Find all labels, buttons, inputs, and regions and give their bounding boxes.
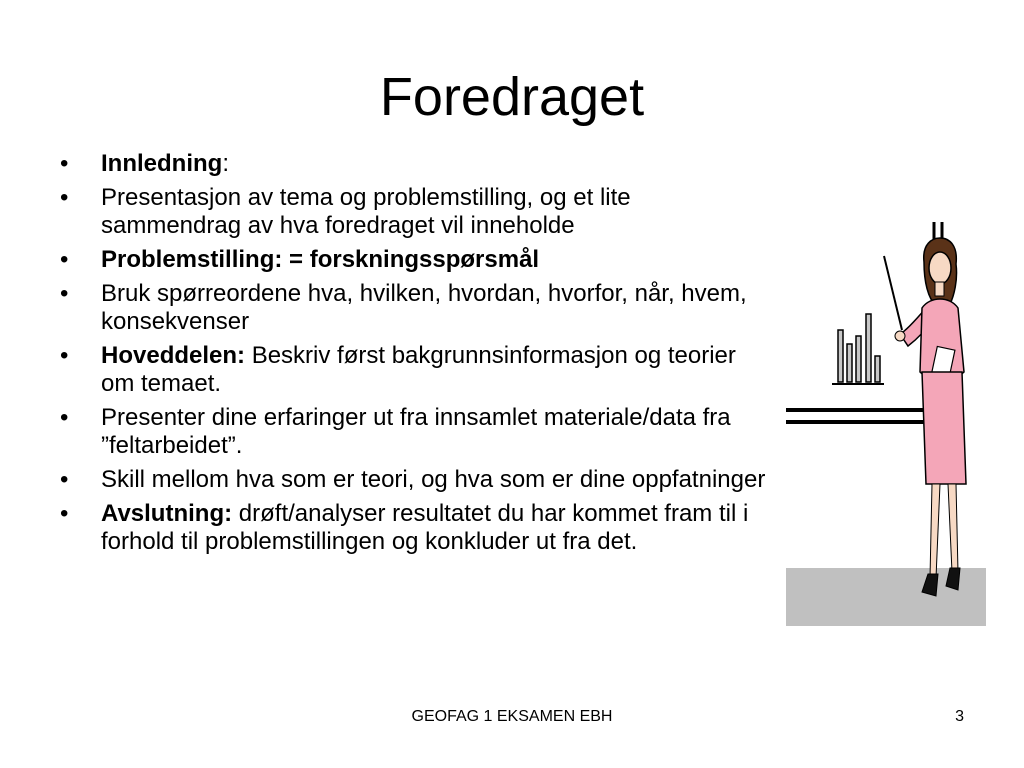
bullet-item [60,500,772,556]
bullet-dot: • [60,150,69,177]
bullet-item [60,466,772,494]
bullet-text: Presenter dine erfaringer ut fra innsamlet materiale/data fra ”feltarbeidet”. [101,404,731,459]
bullet-dot: • [60,280,69,307]
bullet-text: Bruk spørreordene hva, hvilken, hvordan, hvorfor, når, hvem, konsekvenser [101,280,747,335]
bullet-bold-text: Problemstilling: = forskningsspørsmål [101,246,540,273]
bullet-text: drøft/analyser resultatet du har kommet fram til i forhold til problemstillingen og konkluder ut fra det. [101,500,749,555]
face [929,252,951,284]
bullet-text: Skill mellom hva som er teori, og hva som er dine oppfatninger [101,466,766,493]
presenter-woman-icon [786,222,986,626]
bullet-item [60,184,772,240]
bullet-bold-text: Hoveddelen: [101,342,246,369]
skirt [922,372,966,484]
bullet-bold-text: Innledning [101,150,223,177]
bullet-text: : [222,150,229,177]
bullet-item [60,404,772,460]
bullet-dot: • [60,500,69,527]
bullet-bold-text: Avslutning: [101,500,233,527]
bullet-item [60,280,772,336]
bullet-item [60,150,772,178]
bullet-dot: • [60,466,69,493]
leg-right [948,484,958,572]
bullet-dot: • [60,246,69,273]
bullet-text: Beskriv først bakgrunnsinformasjon og teorier om temaet. [101,342,736,397]
bullet-dot: • [60,184,69,211]
raised-hand [895,331,905,341]
page-number: 3 [955,708,964,725]
bullet-dot: • [60,404,69,431]
footer-text: GEOFAG 1 EKSAMEN EBH [411,708,613,725]
bullet-item [60,342,772,398]
bullet-dot: • [60,342,69,369]
bullet-list [60,150,772,562]
board-edge-bottom [786,420,926,424]
board-bar-chart [832,314,884,384]
bullet-item [60,246,772,274]
leg-left [930,484,940,578]
board-edge-top [786,408,926,412]
slide-title: Foredraget [379,67,645,127]
neck [935,282,944,296]
bullet-text: Presentasjon av tema og problemstilling, og et lite sammendrag av hva foredraget vil inneholde [101,184,631,239]
pointer-stick [884,256,902,330]
